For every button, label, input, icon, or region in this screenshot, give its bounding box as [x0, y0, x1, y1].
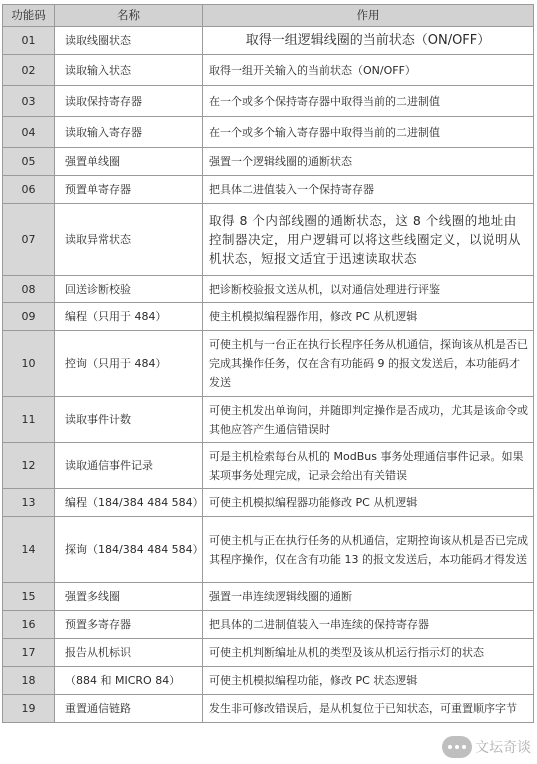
table-row — [3, 611, 534, 639]
function-name: 编程（只用于 484） — [55, 303, 203, 331]
function-name: 预置多寄存器 — [55, 611, 203, 639]
function-name: （884 和 MICRO 84） — [55, 667, 203, 695]
function-code: 19 — [3, 695, 55, 723]
header-code: 功能码 — [3, 5, 55, 27]
function-desc: 可使主机与正在执行任务的从机通信，定期控询该从机是否已完成其程序操作，仅在含有功能 13 的报文发送后，本功能码才得发送 — [203, 517, 534, 583]
function-code: 08 — [3, 276, 55, 303]
function-name: 读取输入状态 — [55, 55, 203, 86]
table-row — [3, 667, 534, 695]
function-desc: 取得 8 个内部线圈的通断状态，这 8 个线圈的地址由控制器决定，用户逻辑可以将这些线圈定义，以说明从机状态，短报文适宜于迅速读取状态 — [203, 204, 534, 276]
function-desc: 取得一组逻辑线圈的当前状态（ON/OFF） — [203, 27, 534, 55]
watermark — [442, 736, 531, 758]
table-row — [3, 55, 534, 86]
function-desc: 可使主机发出单询问，并随即判定操作是否成功，尤其是该命令或其他应答产生通信错误时 — [203, 397, 534, 443]
function-desc: 在一个或多个输入寄存器中取得当前的二进制值 — [203, 117, 534, 148]
function-name: 编程（184/384 484 584） — [55, 489, 203, 517]
function-name: 强置多线圈 — [55, 583, 203, 611]
function-desc: 发生非可修改错误后，是从机复位于已知状态，可重置顺序字节 — [203, 695, 534, 723]
table-row — [3, 517, 534, 583]
function-code: 14 — [3, 517, 55, 583]
table-row — [3, 303, 534, 331]
function-code-table — [2, 4, 534, 723]
function-desc: 可使主机判断编址从机的类型及该从机运行指示灯的状态 — [203, 639, 534, 667]
function-code: 12 — [3, 443, 55, 489]
function-desc: 取得一组开关输入的当前状态（ON/OFF） — [203, 55, 534, 86]
function-name: 读取事件计数 — [55, 397, 203, 443]
function-name: 控询（只用于 484） — [55, 331, 203, 397]
table-row — [3, 695, 534, 723]
table-row — [3, 276, 534, 303]
function-desc: 在一个或多个保持寄存器中取得当前的二进制值 — [203, 86, 534, 117]
function-code: 16 — [3, 611, 55, 639]
function-name: 读取保持寄存器 — [55, 86, 203, 117]
table-row — [3, 489, 534, 517]
function-code: 18 — [3, 667, 55, 695]
function-name: 探询（184/384 484 584） — [55, 517, 203, 583]
watermark-text: 文坛奇谈 — [475, 740, 531, 756]
function-desc: 强置一串连续逻辑线圈的通断 — [203, 583, 534, 611]
table-row — [3, 27, 534, 55]
function-name: 强置单线圈 — [55, 148, 203, 176]
table-row — [3, 583, 534, 611]
function-code: 07 — [3, 204, 55, 276]
header-name: 名称 — [55, 5, 203, 27]
table-row — [3, 117, 534, 148]
function-name: 读取异常状态 — [55, 204, 203, 276]
function-name: 读取输入寄存器 — [55, 117, 203, 148]
function-desc: 使主机模拟编程器作用，修改 PC 从机逻辑 — [203, 303, 534, 331]
table-row — [3, 397, 534, 443]
table-row — [3, 176, 534, 204]
function-code: 02 — [3, 55, 55, 86]
function-code: 03 — [3, 86, 55, 117]
function-desc: 可使主机模拟编程功能，修改 PC 状态逻辑 — [203, 667, 534, 695]
table-row — [3, 148, 534, 176]
chat-bubble-icon — [442, 736, 472, 758]
function-desc: 可使主机模拟编程器功能修改 PC 从机逻辑 — [203, 489, 534, 517]
function-desc: 把具体二进值装入一个保持寄存器 — [203, 176, 534, 204]
function-name: 重置通信链路 — [55, 695, 203, 723]
function-desc: 把诊断校验报文送从机，以对通信处理进行评鉴 — [203, 276, 534, 303]
function-name: 读取线圈状态 — [55, 27, 203, 55]
function-code: 10 — [3, 331, 55, 397]
function-code: 17 — [3, 639, 55, 667]
function-code: 04 — [3, 117, 55, 148]
function-desc: 可使主机与一台正在执行长程序任务从机通信，探询该从机是否已完成其操作任务，仅在含有功能码 9 的报文发送后，本功能码才发送 — [203, 331, 534, 397]
function-desc: 可是主机检索每台从机的 ModBus 事务处理通信事件记录。如果某项事务处理完成，记录会给出有关错误 — [203, 443, 534, 489]
table-row — [3, 639, 534, 667]
table-row — [3, 86, 534, 117]
table-row — [3, 443, 534, 489]
function-code: 01 — [3, 27, 55, 55]
function-name: 预置单寄存器 — [55, 176, 203, 204]
function-desc: 强置一个逻辑线圈的通断状态 — [203, 148, 534, 176]
function-name: 读取通信事件记录 — [55, 443, 203, 489]
header-desc: 作用 — [203, 5, 534, 27]
table-row — [3, 331, 534, 397]
function-code: 06 — [3, 176, 55, 204]
function-code: 05 — [3, 148, 55, 176]
function-name: 报告从机标识 — [55, 639, 203, 667]
function-code: 13 — [3, 489, 55, 517]
function-desc: 把具体的二进制值装入一串连续的保持寄存器 — [203, 611, 534, 639]
function-name: 回送诊断校验 — [55, 276, 203, 303]
function-code: 15 — [3, 583, 55, 611]
header-row — [3, 5, 534, 27]
table-row — [3, 204, 534, 276]
function-code: 11 — [3, 397, 55, 443]
function-code: 09 — [3, 303, 55, 331]
